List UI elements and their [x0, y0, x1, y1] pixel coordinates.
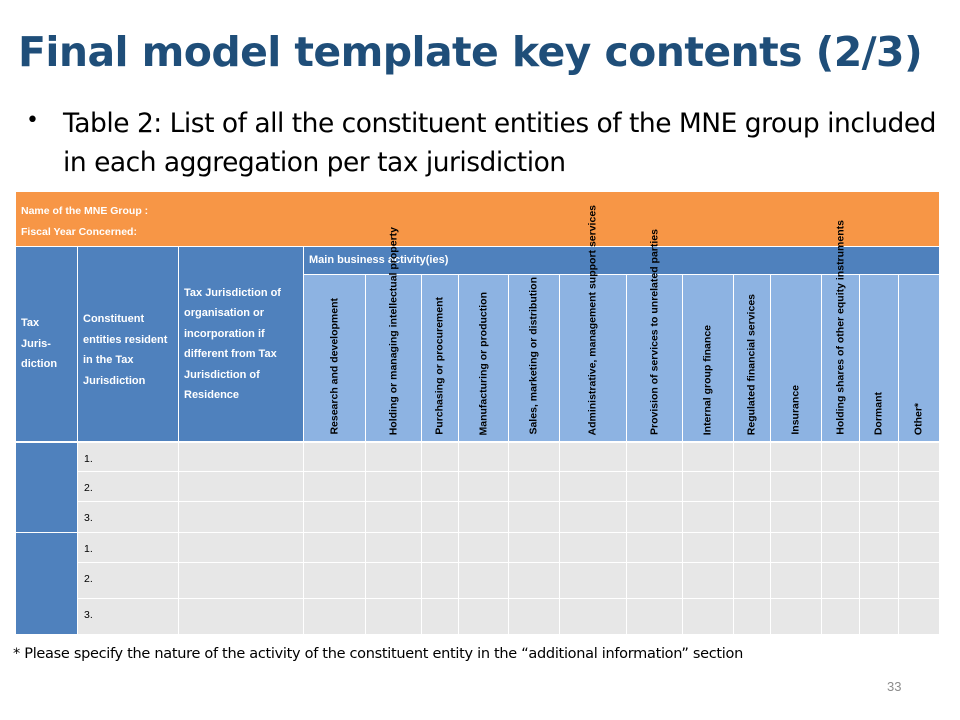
table-cell[interactable]	[771, 502, 822, 533]
table-cell[interactable]	[822, 502, 860, 533]
table-cell[interactable]	[734, 563, 771, 599]
table-cell[interactable]	[509, 443, 560, 472]
table-cell[interactable]	[179, 533, 304, 563]
slide-title: Final model template key contents (2/3)	[18, 28, 923, 76]
table-cell[interactable]	[304, 599, 366, 635]
header-activity-3: Manufacturing or production	[459, 275, 509, 442]
table-cell[interactable]	[422, 563, 459, 599]
header-activity-0: Research and development	[304, 275, 366, 442]
table-cell[interactable]	[304, 443, 366, 472]
table-cell[interactable]	[304, 502, 366, 533]
table-cell[interactable]	[734, 599, 771, 635]
header-activity-4: Sales, marketing or distribution	[509, 275, 560, 442]
table-cell[interactable]	[366, 472, 422, 502]
table-cell[interactable]	[459, 472, 509, 502]
table-cell[interactable]	[683, 563, 734, 599]
table-cell[interactable]	[366, 502, 422, 533]
table-cell[interactable]	[771, 472, 822, 502]
table-cell[interactable]	[899, 533, 940, 563]
header-activity-11: Dormant	[860, 275, 899, 442]
table-cell[interactable]	[509, 533, 560, 563]
table-row	[16, 599, 940, 635]
table-cell[interactable]	[422, 443, 459, 472]
bullet-text: Table 2: List of all the constituent entities of the MNE group included in each aggregation per tax jurisdiction	[63, 108, 937, 178]
footnote: * Please specify the nature of the activity of the constituent entity in the “additional information” section	[13, 646, 743, 662]
table-cell[interactable]	[627, 502, 683, 533]
table-cell[interactable]	[734, 472, 771, 502]
header-tax-jurisdiction: Tax Juris-diction	[16, 247, 78, 442]
table-row	[16, 472, 940, 502]
table-cell[interactable]	[822, 443, 860, 472]
header-main-business-activity: Main business activity(ies)	[304, 247, 940, 275]
table-cell[interactable]	[304, 533, 366, 563]
table-cell[interactable]	[627, 533, 683, 563]
table-cell[interactable]	[179, 563, 304, 599]
row-index: 1.	[78, 533, 179, 563]
table-cell[interactable]	[304, 563, 366, 599]
table-cell[interactable]	[509, 599, 560, 635]
table-cell[interactable]	[771, 563, 822, 599]
table-cell[interactable]	[422, 502, 459, 533]
entity-table-body	[15, 442, 940, 635]
table-cell[interactable]	[509, 472, 560, 502]
table-cell[interactable]	[683, 472, 734, 502]
table-cell[interactable]	[459, 599, 509, 635]
table-cell[interactable]	[560, 599, 627, 635]
table-cell[interactable]	[366, 599, 422, 635]
table-cell[interactable]	[366, 533, 422, 563]
header-activity-10: Holding shares of other equity instruments	[822, 275, 860, 442]
table-cell[interactable]	[509, 502, 560, 533]
group-header	[16, 192, 940, 247]
table-row	[16, 502, 940, 533]
table-cell[interactable]	[366, 443, 422, 472]
table-cell[interactable]	[734, 502, 771, 533]
entity-table	[15, 191, 939, 635]
group-name-label: Name of the MNE Group :	[21, 205, 149, 217]
table-cell[interactable]	[627, 472, 683, 502]
table-cell[interactable]	[860, 502, 899, 533]
table-cell[interactable]	[899, 599, 940, 635]
table-cell[interactable]	[683, 502, 734, 533]
header-constituent-entities: Constituent entities resident in the Tax Jurisdiction	[78, 247, 179, 442]
table-cell[interactable]	[683, 533, 734, 563]
table-cell[interactable]	[734, 443, 771, 472]
table-cell[interactable]	[627, 563, 683, 599]
table-cell[interactable]	[771, 533, 822, 563]
row-index: 2.	[78, 563, 179, 599]
table-cell[interactable]	[509, 563, 560, 599]
row-index: 1.	[78, 443, 179, 472]
table-row	[16, 533, 940, 563]
table-cell[interactable]	[734, 533, 771, 563]
table-cell[interactable]	[560, 502, 627, 533]
fiscal-year-label: Fiscal Year Concerned:	[21, 226, 137, 238]
header-activity-1: Holding or managing intellectual property	[366, 275, 422, 442]
table-cell[interactable]	[899, 563, 940, 599]
table-cell[interactable]	[860, 563, 899, 599]
table-cell[interactable]	[771, 599, 822, 635]
table-cell[interactable]	[422, 533, 459, 563]
table-cell[interactable]	[822, 472, 860, 502]
table-cell[interactable]	[560, 443, 627, 472]
table-cell[interactable]	[822, 533, 860, 563]
table-cell[interactable]	[683, 599, 734, 635]
table-cell[interactable]	[683, 443, 734, 472]
tax-jurisdiction-cell[interactable]	[16, 533, 78, 635]
table-cell[interactable]	[899, 472, 940, 502]
table-cell[interactable]	[459, 443, 509, 472]
table-cell[interactable]	[459, 502, 509, 533]
page-number: 33	[887, 679, 902, 694]
table-cell[interactable]	[860, 443, 899, 472]
table-cell[interactable]	[459, 533, 509, 563]
table-cell[interactable]	[627, 443, 683, 472]
table-cell[interactable]	[560, 472, 627, 502]
header-activity-5: Administrative, management support services	[560, 275, 627, 442]
row-index: 2.	[78, 472, 179, 502]
table-cell[interactable]	[459, 563, 509, 599]
table-cell[interactable]	[304, 472, 366, 502]
table-cell[interactable]	[560, 533, 627, 563]
table-cell[interactable]	[860, 472, 899, 502]
table-cell[interactable]	[179, 502, 304, 533]
table-cell[interactable]	[860, 599, 899, 635]
table-cell[interactable]	[179, 599, 304, 635]
table-cell[interactable]	[422, 599, 459, 635]
table-cell[interactable]	[627, 599, 683, 635]
table-cell[interactable]	[366, 563, 422, 599]
header-activity-7: Internal group finance	[683, 275, 734, 442]
table-cell[interactable]	[560, 563, 627, 599]
header-activity-8: Regulated financial services	[734, 275, 771, 442]
header-activity-12: Other*	[899, 275, 940, 442]
table-cell[interactable]	[179, 472, 304, 502]
table-cell[interactable]	[860, 533, 899, 563]
header-activity-2: Purchasing or procurement	[422, 275, 459, 442]
table-row	[16, 563, 940, 599]
header-activity-6: Provision of services to unrelated parties	[627, 275, 683, 442]
bullet-icon: •	[26, 108, 39, 133]
table-cell[interactable]	[422, 472, 459, 502]
tax-jurisdiction-cell[interactable]	[16, 443, 78, 533]
table-row	[16, 443, 940, 472]
table-cell[interactable]	[179, 443, 304, 472]
header-incorporation-jurisdiction: Tax Jurisdiction of organisation or incorporation if different from Tax Jurisdiction of Residence	[179, 247, 304, 442]
header-activity-9: Insurance	[771, 275, 822, 442]
table-cell[interactable]	[822, 599, 860, 635]
row-index: 3.	[78, 599, 179, 635]
row-index: 3.	[78, 502, 179, 533]
table-cell[interactable]	[771, 443, 822, 472]
table-cell[interactable]	[899, 443, 940, 472]
table-cell[interactable]	[899, 502, 940, 533]
table-cell[interactable]	[822, 563, 860, 599]
